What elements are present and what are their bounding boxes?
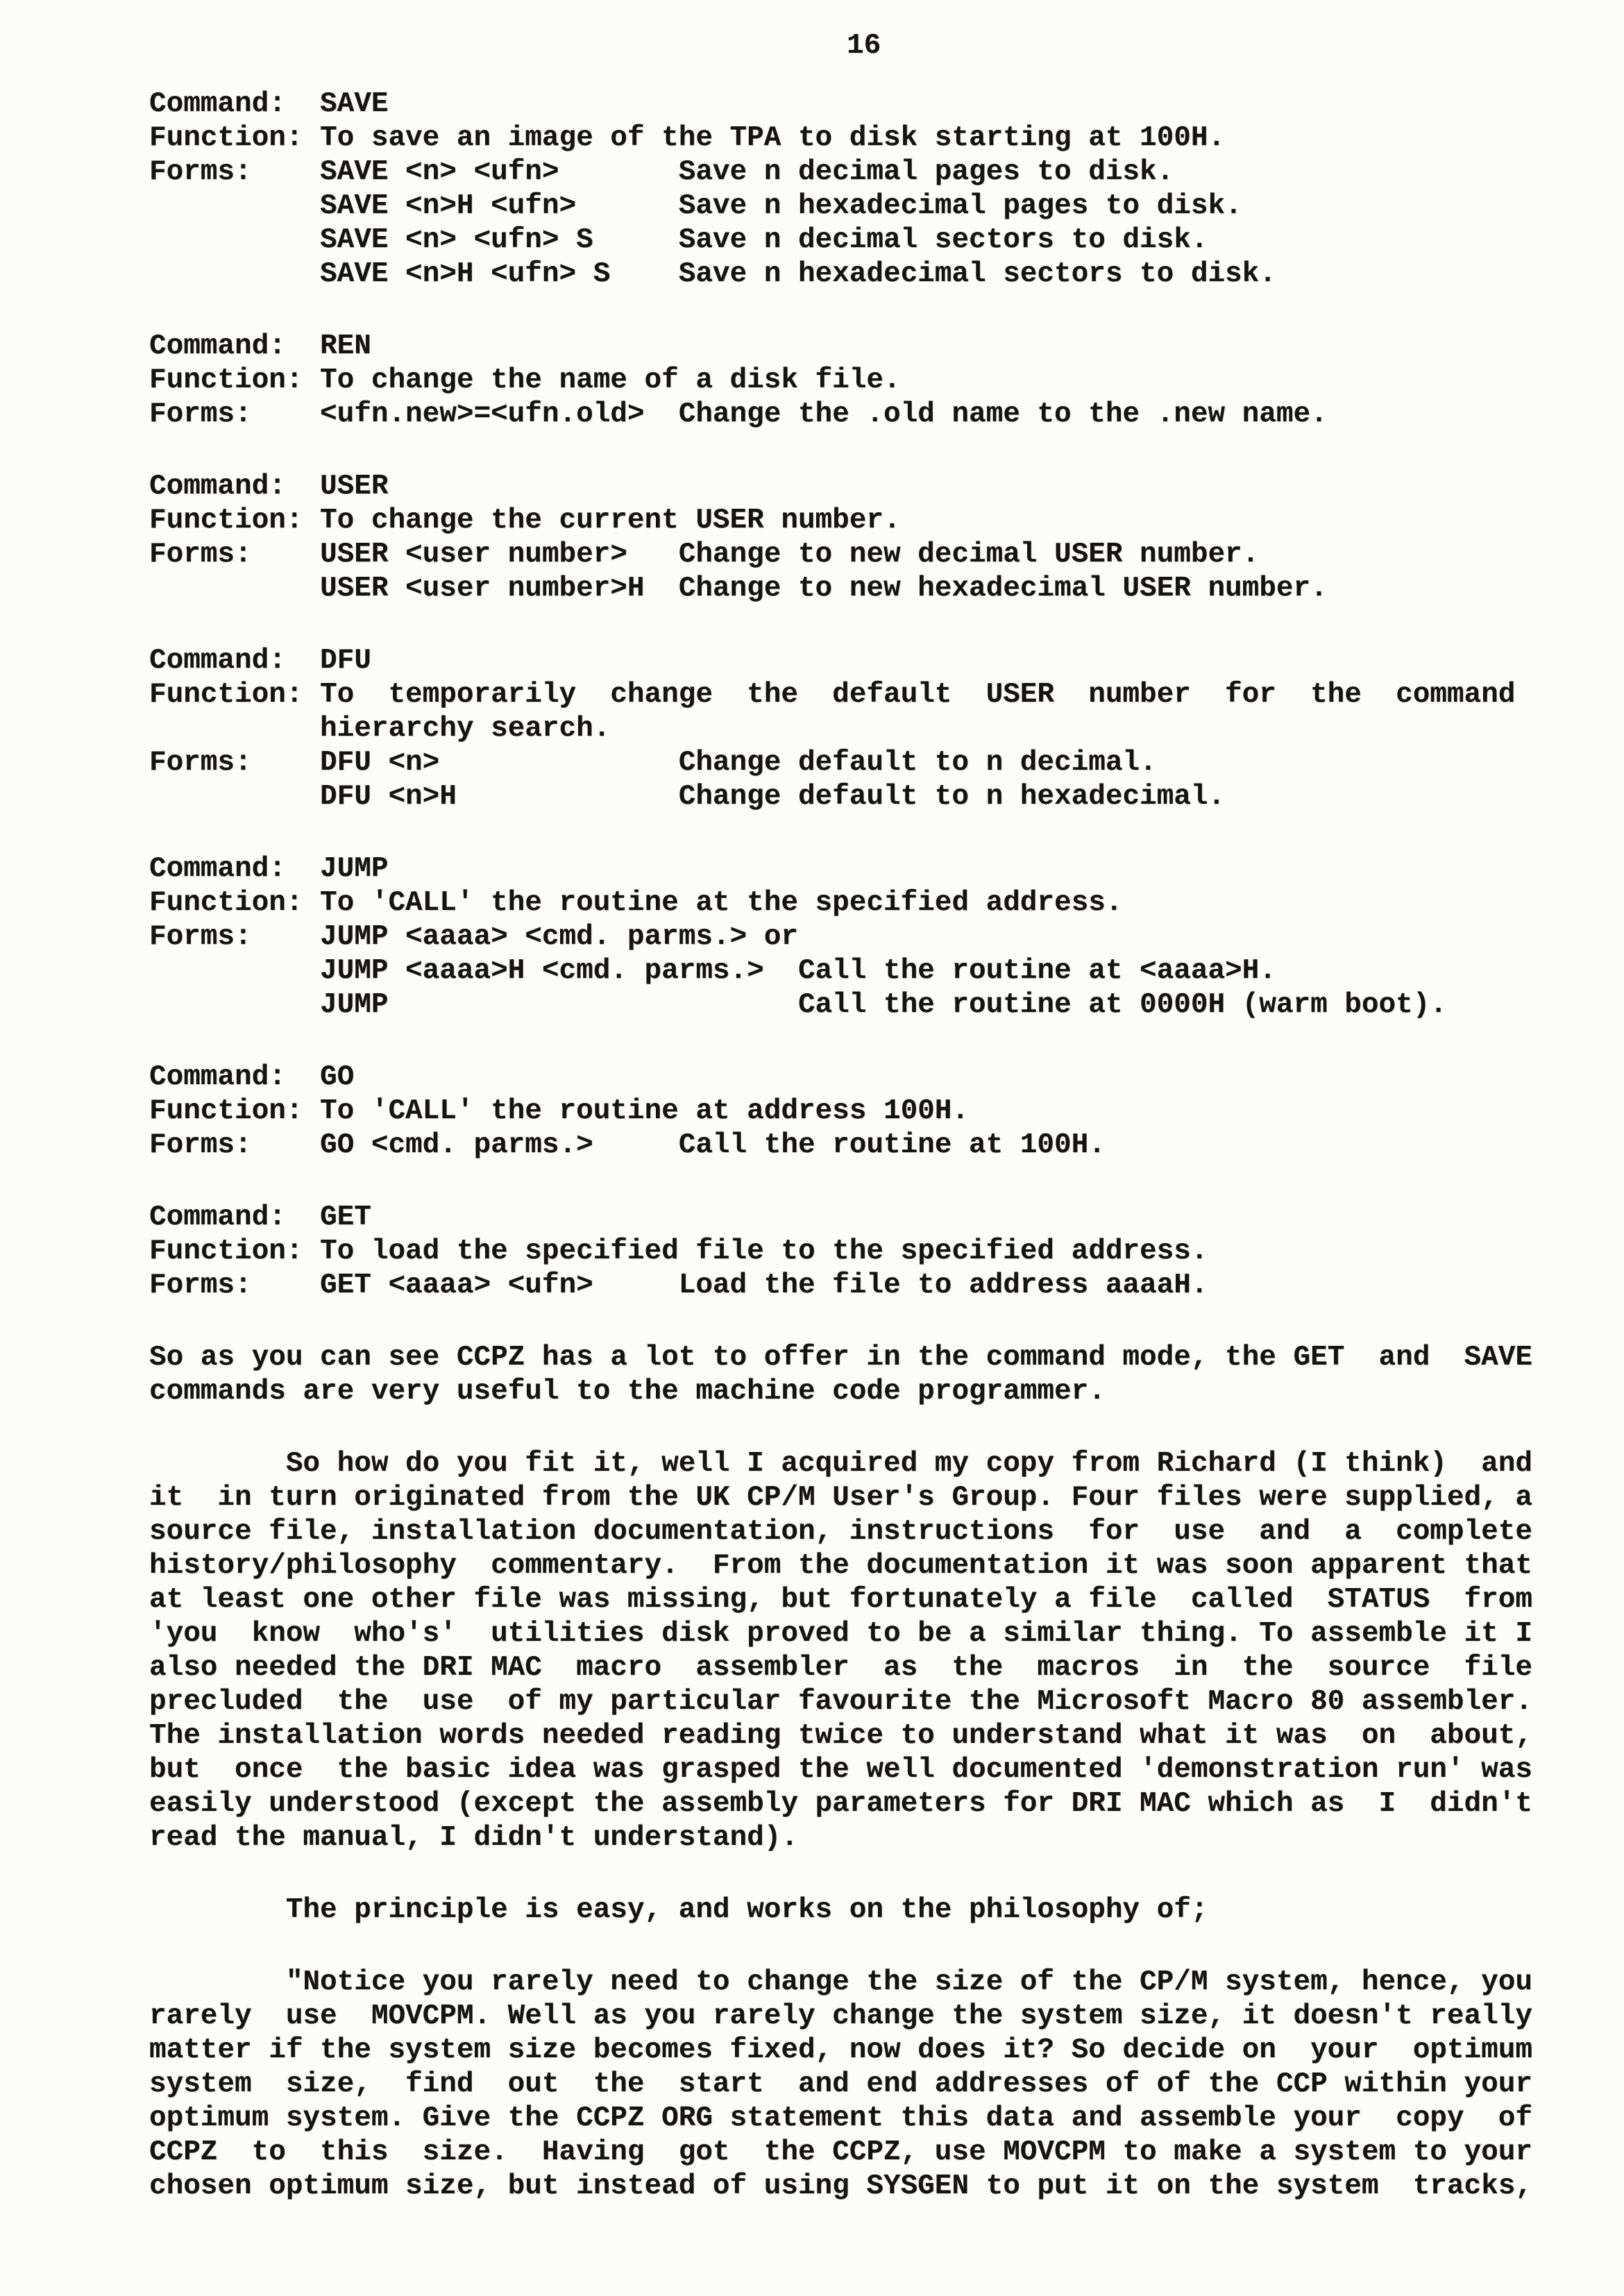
text-line: Function: To save an image of the TPA to disk starting at 100H. [149,122,1226,154]
text-line: Forms: GET <aaaa> <ufn> Load the file to address aaaaH. [149,1269,1208,1301]
command-block-user [149,470,1624,606]
text-line: commands are very useful to the machine code programmer. [149,1376,1106,1408]
text-line: hierarchy search. [149,713,611,745]
text-line: chosen optimum size, but instead of using SYSGEN to put it on the system tracks, [149,2170,1532,2202]
text-line: at least one other file was missing, but fortunately a file called STATUS from [149,1584,1532,1616]
text-line: Command: DFU [149,645,371,677]
text-line: JUMP <aaaa>H <cmd. parms.> Call the routine at <aaaa>H. [149,955,1276,987]
text-line: history/philosophy commentary. From the documentation it was soon apparent that [149,1550,1532,1582]
text-line: Function: To 'CALL' the routine at the specified address. [149,887,1123,919]
text-line: SAVE <n> <ufn> S Save n decimal sectors to disk. [149,224,1208,256]
text-line: JUMP Call the routine at 0000H (warm boot). [149,989,1447,1021]
paragraph-how-to-fit [149,1447,1624,1855]
text-line: Command: GO [149,1061,355,1093]
command-block-ren [149,330,1624,432]
text-line: system size, find out the start and end addresses of of the CCP within your [149,2068,1532,2100]
paragraph-principle [149,1893,1624,1927]
text-line: "Notice you rarely need to change the size of the CP/M system, hence, you [149,1966,1532,1998]
command-block-go [149,1061,1624,1163]
text-line: USER <user number>H Change to new hexadecimal USER number. [149,573,1328,605]
text-line: Function: To temporarily change the default USER number for the command [149,679,1516,711]
text-line: Command: SAVE [149,88,389,120]
text-line: So how do you fit it, well I acquired my copy from Richard (I think) and [149,1448,1532,1480]
text-line: Function: To load the specified file to the specified address. [149,1235,1208,1267]
text-line: source file, installation documentation, instructions for use and a complete [149,1516,1532,1548]
text-line: The installation words needed reading twice to understand what it was on about, [149,1720,1532,1752]
text-line: rarely use MOVCPM. Well as you rarely change the system size, it doesn't really [149,2000,1532,2032]
text-line: optimum system. Give the CCPZ ORG statement this data and assemble your copy of [149,2102,1532,2134]
text-line: SAVE <n>H <ufn> Save n hexadecimal pages to disk. [149,190,1242,222]
text-line: matter if the system size becomes fixed, now does it? So decide on your optimum [149,2034,1532,2066]
command-block-dfu [149,644,1624,814]
command-block-save [149,87,1624,292]
text-line: Forms: USER <user number> Change to new decimal USER number. [149,539,1260,571]
text-line: Forms: SAVE <n> <ufn> Save n decimal pages to disk. [149,156,1174,188]
text-line: So as you can see CCPZ has a lot to offer in the command mode, the GET and SAVE [149,1342,1532,1374]
text-line: Forms: <ufn.new>=<ufn.old> Change the .old name to the .new name. [149,398,1328,430]
text-line: Command: USER [149,471,389,503]
text-line: Forms: DFU <n> Change default to n decimal. [149,747,1157,779]
text-line: SAVE <n>H <ufn> S Save n hexadecimal sectors to disk. [149,258,1276,290]
paragraph-summary [149,1341,1624,1409]
text-line: Command: JUMP [149,853,389,885]
text-line: it in turn originated from the UK CP/M User's Group. Four files were supplied, a [149,1482,1532,1514]
text-line: Function: To change the name of a disk file. [149,364,901,396]
text-line: Command: GET [149,1201,371,1233]
text-line: Forms: JUMP <aaaa> <cmd. parms.> or [149,921,798,953]
text-line: Command: REN [149,330,371,362]
text-line: Forms: GO <cmd. parms.> Call the routine at 100H. [149,1129,1106,1161]
text-line: DFU <n>H Change default to n hexadecimal. [149,781,1226,813]
text-line: CCPZ to this size. Having got the CCPZ, use MOVCPM to make a system to your [149,2136,1532,2168]
text-line: 'you know who's' utilities disk proved to be a similar thing. To assemble it I [149,1618,1532,1650]
page-number: 16 [847,30,881,62]
text-line: Function: To change the current USER number. [149,505,901,537]
text-line: Function: To 'CALL' the routine at address 100H. [149,1095,969,1127]
text-line: read the manual, I didn't understand). [149,1822,798,1854]
command-block-jump [149,852,1624,1022]
text-line: easily understood (except the assembly parameters for DRI MAC which as I didn't [149,1788,1532,1820]
text-line: The principle is easy, and works on the philosophy of; [149,1894,1208,1926]
command-block-get [149,1201,1624,1303]
text-line: precluded the use of my particular favourite the Microsoft Macro 80 assembler. [149,1686,1532,1718]
text-line: but once the basic idea was grasped the well documented 'demonstration run' was [149,1754,1532,1786]
paragraph-quote [149,1966,1624,2204]
text-line: also needed the DRI MAC macro assembler as the macros in the source file [149,1652,1532,1684]
